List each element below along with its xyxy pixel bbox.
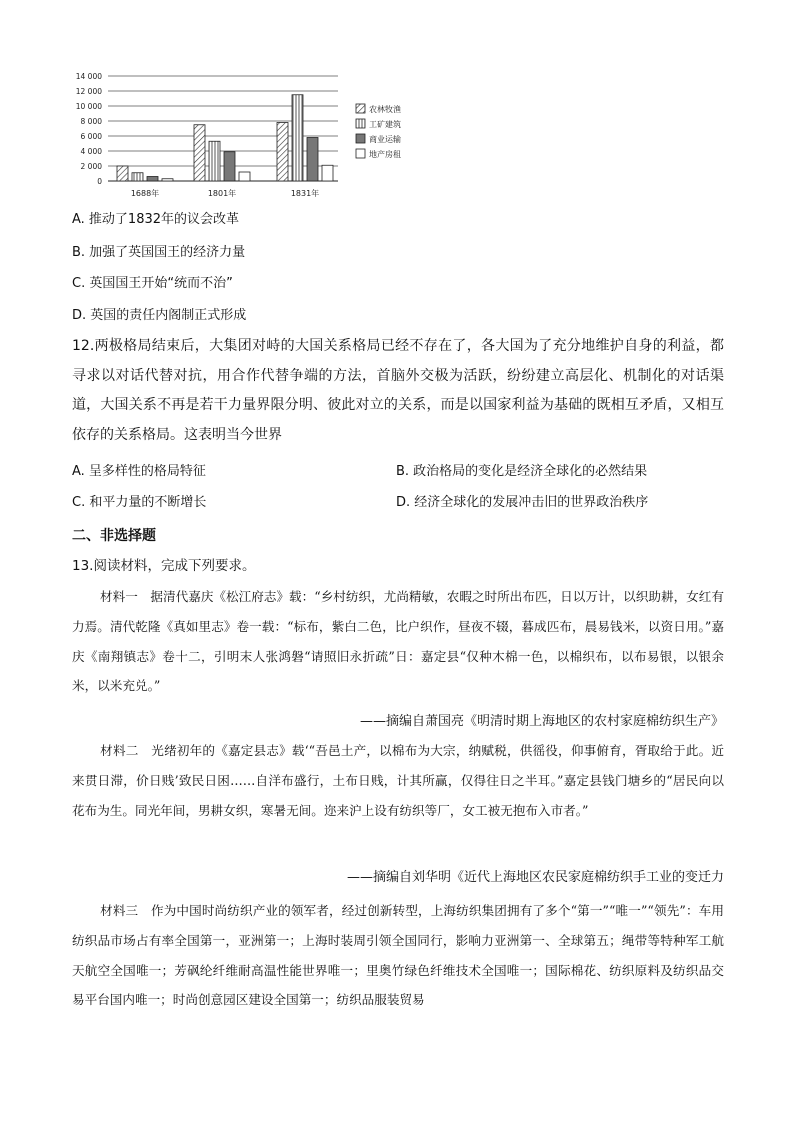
bar-0-1 bbox=[194, 125, 205, 181]
material-2-source: ——摘编自刘华明《近代上海地区农民家庭棉纺织手工业的变迁力 bbox=[346, 870, 724, 885]
bar-3-1 bbox=[239, 172, 250, 181]
q11-option-d: D. 英国的责任内阁制正式形成 bbox=[72, 308, 247, 323]
y-tick-label: 10 000 bbox=[75, 102, 102, 111]
x-tick-label: 1801年 bbox=[207, 189, 237, 198]
material-1 bbox=[72, 582, 724, 701]
y-tick-label: 8 000 bbox=[80, 117, 102, 126]
chart-svg bbox=[70, 66, 440, 202]
bar-1-1 bbox=[209, 141, 220, 181]
material-3-text: 材料三 作为中国时尚纺织产业的领军者，经过创新转型，上海纺织集团拥有了多个“第一”“唯一”“领先”：车用纺织品市场占有率全国第一，亚洲第一；上海时装周引领全国同行，影响力亚洲第一、全球第五；绳带等特种军工航天航空全国唯一；芳砜纶纤维耐高温性能世界唯一；里奥竹绿色纤维技术全国唯一；国际棉花、纺织原料及纺织品交易平台国内唯一；时尚创意园区建设全国第一；纺织品服装贸易 bbox=[72, 903, 724, 1008]
legend-swatch bbox=[356, 134, 365, 143]
material-2-text: 材料二 光绪初年的《嘉定县志》载‘“吾邑土产，以棉布为大宗，纳赋税，供徭役，仰事俯育，胥取给于此。近来贯日滞，价日贱’致民日困……自洋布盛行，土布日贱，计其所赢，仅得往日之半耳。”嘉定县钱门塘乡的“居民向以花布为生。同光年间，男耕女织，寒暑无间。迩来沪上设有纺织等厂，女工被无抱布入市者。” bbox=[72, 743, 724, 818]
bar-2-2 bbox=[307, 138, 318, 182]
q12-option-a: A. 呈多样性的格局特征 bbox=[72, 464, 206, 479]
bar-2-0 bbox=[147, 177, 158, 182]
x-tick-label: 1688年 bbox=[130, 189, 160, 198]
legend-label: 商业运输 bbox=[369, 135, 401, 144]
legend-label: 农林牧渔 bbox=[369, 105, 401, 114]
legend-label: 工矿建筑 bbox=[369, 120, 401, 129]
legend-swatch bbox=[356, 149, 365, 158]
q12-stem: 12.两极格局结束后，大集团对峙的大国关系格局已经不存在了，各大国为了充分地维护自身的利益，都寻求以对话代替对抗，用合作代替争端的方法，首脑外交极为活跃，纷纷建立高层化、机制化的对话渠道，大国关系不再是若干力量界限分明、彼此对立的关系，而是以国家利益为基础的既相互矛盾，又相互依存的关系格局。这表明当今世界 bbox=[72, 338, 724, 443]
y-tick-label: 12 000 bbox=[75, 87, 102, 96]
y-tick-label: 4 000 bbox=[80, 147, 102, 156]
material-3 bbox=[72, 896, 724, 1015]
bar-3-2 bbox=[322, 165, 333, 181]
legend-swatch bbox=[356, 104, 365, 113]
material-1-source: ——摘编自萧国亮《明清时期上海地区的农村家庭棉纺织生产》 bbox=[359, 714, 724, 729]
bar-0-2 bbox=[277, 123, 288, 182]
x-tick-label: 1831年 bbox=[290, 189, 320, 198]
material-2 bbox=[72, 736, 724, 825]
q12-option-d: D. 经济全球化的发展冲击旧的世界政治秩序 bbox=[396, 495, 649, 510]
q12-option-b: B. 政治格局的变化是经济全球化的必然结果 bbox=[396, 464, 648, 479]
y-tick-label: 6 000 bbox=[80, 132, 102, 141]
q11-option-b: B. 加强了英国国王的经济力量 bbox=[72, 245, 246, 260]
q12-option-c: C. 和平力量的不断增长 bbox=[72, 495, 207, 510]
q11-option-a: A. 推动了1832年的议会改革 bbox=[72, 212, 240, 227]
q11-option-c: C. 英国国王开始“统而不治” bbox=[72, 276, 233, 291]
bar-0-0 bbox=[117, 166, 128, 181]
y-tick-label: 14 000 bbox=[75, 72, 102, 81]
material-1-text: 材料一 据清代嘉庆《松江府志》载：“乡村纺织，尤尚精敏，农暇之时所出布匹，日以万计，以织助耕，女红有力焉。清代乾隆《真如里志》卷一载：“标布，紫白二色，比户织作，昼夜不辍，暮成匹布，晨易钱米，以资日用。”嘉庆《南翔镇志》卷十二，引明末人张鸿磐“请照旧永折疏”日：嘉定县“仅种木棉一色，以棉织布，以布易银，以银余米，以米充兑。” bbox=[72, 589, 724, 694]
bar-2-1 bbox=[224, 152, 235, 181]
bar-3-0 bbox=[162, 179, 173, 181]
legend-swatch bbox=[356, 119, 365, 128]
q13-stem: 13.阅读材料，完成下列要求。 bbox=[72, 558, 256, 574]
y-tick-label: 2 000 bbox=[80, 162, 102, 171]
section-title: 二、非选择题 bbox=[72, 528, 156, 544]
bar-1-2 bbox=[292, 95, 303, 181]
legend-label: 地产房租 bbox=[369, 150, 401, 159]
bar-1-0 bbox=[132, 173, 143, 181]
y-tick-label: 0 bbox=[97, 177, 102, 186]
bar-chart bbox=[70, 66, 440, 202]
